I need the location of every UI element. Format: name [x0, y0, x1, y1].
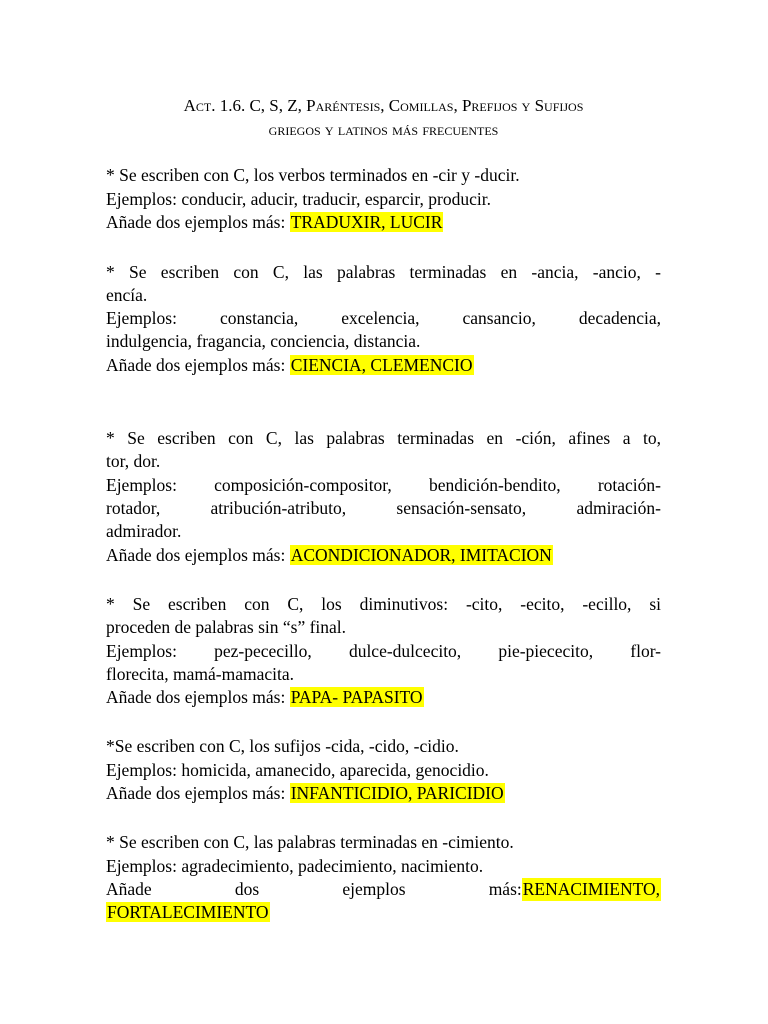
- examples-text: Ejemplos: constancia, excelencia, cansancio, decadencia,: [106, 308, 661, 328]
- examples-text-continued: florecita, mamá-mamacita.: [106, 664, 295, 684]
- answer-prompt: Añade dos ejemplos más:: [106, 783, 290, 803]
- rule-text: * Se escriben con C, los diminutivos: -cito, -ecito, -ecillo, si: [106, 594, 661, 614]
- examples-text: Ejemplos: homicida, amanecido, aparecida, genocidio.: [106, 760, 489, 780]
- document-title-line-1: Act. 1.6. C, S, Z, Paréntesis, Comillas, Prefijos y Sufijos: [183, 96, 584, 115]
- answer-prompt: Añade dos ejemplos más:: [106, 687, 290, 707]
- answer-prompt: Añade dos ejemplos más:: [106, 355, 290, 375]
- highlighted-answer: RENACIMIENTO,: [522, 879, 660, 899]
- answer-line: [106, 782, 661, 805]
- examples-text: Ejemplos: pez-pececillo, dulce-dulcecito, pie-piececito, flor-: [106, 641, 661, 661]
- highlighted-answer: CIENCIA, CLEMENCIO: [290, 355, 473, 375]
- highlighted-answer: TRADUXIR, LUCIR: [290, 212, 443, 232]
- rule-text: * Se escriben con C, los verbos terminados en -cir y -ducir.: [106, 165, 520, 185]
- highlighted-answer-continued: FORTALECIMIENTO: [107, 902, 269, 922]
- highlighted-answer: INFANTICIDIO, PARICIDIO: [290, 783, 504, 803]
- examples-text-continued: indulgencia, fragancia, conciencia, distancia.: [106, 331, 421, 351]
- examples-text: Ejemplos: agradecimiento, padecimiento, nacimiento.: [106, 856, 484, 876]
- answer-line: [106, 544, 661, 567]
- highlighted-answer: ACONDICIONADOR, IMITACION: [290, 545, 552, 565]
- highlighted-answer: PAPA- PAPASITO: [290, 687, 423, 707]
- answer-line: [106, 686, 661, 709]
- answer-prompt: Añade dos ejemplos más:: [106, 212, 290, 232]
- answer-line: [106, 354, 661, 377]
- examples-text: Ejemplos: composición-compositor, bendición-bendito, rotación-: [106, 475, 661, 495]
- answer-line: [106, 878, 661, 901]
- answer-line: [106, 211, 661, 234]
- rule-text: * Se escriben con C, las palabras terminadas en -ancia, -ancio, -: [106, 262, 661, 282]
- answer-prompt: Añade dos ejemplos más:: [106, 879, 522, 899]
- examples-text-continued: admirador.: [106, 521, 182, 541]
- rule-text: *Se escriben con C, los sufijos -cida, -cido, -cidio.: [106, 736, 459, 756]
- document-title-line-2: griegos y latinos más frecuentes: [268, 120, 499, 139]
- examples-text: Ejemplos: conducir, aducir, traducir, esparcir, producir.: [106, 189, 491, 209]
- rule-text-continued: encía.: [106, 285, 148, 305]
- rule-text: * Se escriben con C, las palabras terminadas en -ción, afines a to,: [106, 428, 661, 448]
- rule-text-continued: proceden de palabras sin “s” final.: [106, 617, 347, 637]
- examples-text-continued: rotador, atribución-atributo, sensación-sensato, admiración-: [106, 498, 661, 518]
- rule-text-continued: tor, dor.: [106, 451, 161, 471]
- rule-text: * Se escriben con C, las palabras terminadas en -cimiento.: [106, 832, 514, 852]
- answer-prompt: Añade dos ejemplos más:: [106, 545, 290, 565]
- answer-line-continued: [106, 901, 661, 924]
